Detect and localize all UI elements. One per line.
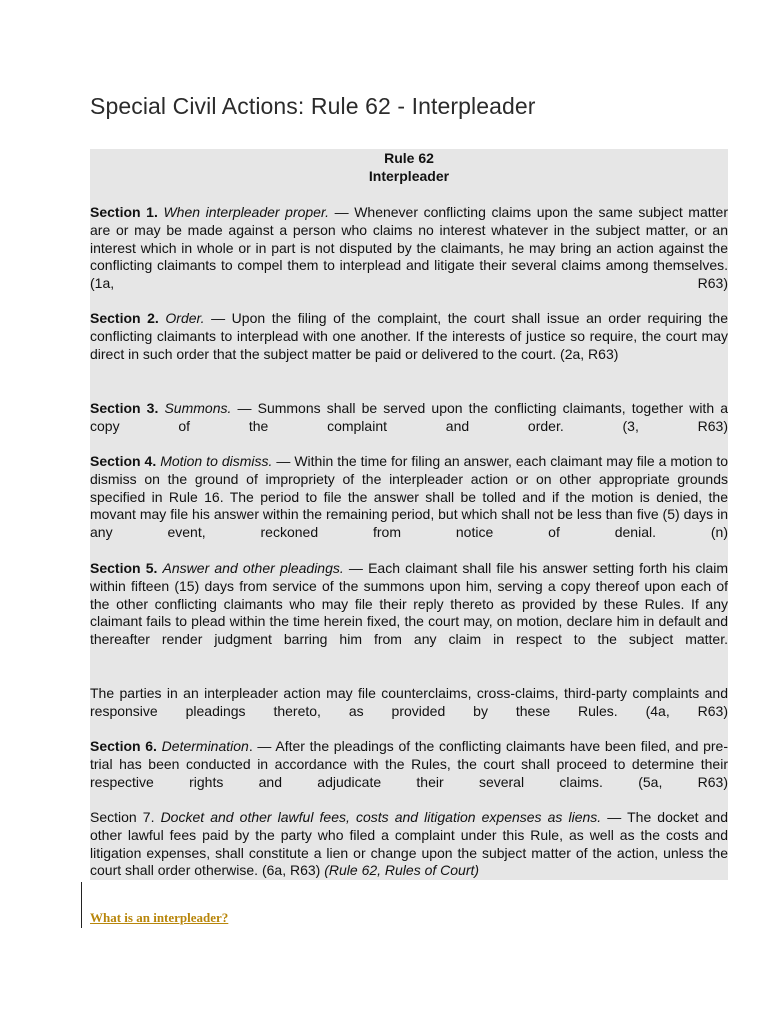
rule-number: Rule 62 (384, 150, 434, 166)
section-label: Section 6. (90, 738, 157, 754)
section-body: — The docket and other lawful fees paid by the party who filed a complaint under this Rule, as well as the costs and litigation expenses, shall constitute a lien or change upon the subject matter of the action, unless the court shall order otherwise. (6a, R63) (90, 809, 729, 879)
section-6 (90, 738, 728, 791)
section-3 (90, 400, 728, 436)
section-label: Section 5. (90, 560, 158, 576)
section-title: Order. (165, 310, 205, 326)
what-is-interpleader-link[interactable]: What is an interpleader? (90, 910, 229, 925)
section-4 (90, 453, 728, 542)
section-title: When interpleader proper. (163, 204, 329, 220)
rule-name: Interpleader (368, 168, 450, 184)
section-7 (90, 809, 728, 880)
section-body: — Each claimant shall file his answer setting forth his claim within fifteen (15) days from service of the summons upon him, serving a copy thereof upon each of the other conflicting claimants who may file their reply thereto as provided by these Rules. If any claimant fails to plead within the time herein fixed, the court may, on motion, declare him in default and thereafter render judgment barring him from any claim in respect to the subject matter. (90, 560, 728, 648)
section-label: Section 2. (90, 310, 159, 326)
section-body: — Summons shall be served upon the conflicting claimants, together with a copy of the complaint and order. (3, R63) (90, 400, 728, 434)
section-label: Section 4. (90, 453, 157, 469)
page-title: Special Civil Actions: Rule 62 - Interpleader (90, 93, 536, 119)
section-1 (90, 204, 728, 293)
section-body: — Within the time for filing an answer, each claimant may file a motion to dismiss on the ground of impropriety of the interpleader action or on other appropriate grounds specified in Rule 16. The period to file the answer shall be tolled and if the motion is denied, the movant may file his answer within the remaining period, but which shall not be less than five (5) days in any event, reckoned from notice of denial. (n) (90, 453, 728, 541)
section-5 (90, 560, 728, 649)
section-title: Determination (161, 738, 249, 754)
section-label: Section 1. (90, 204, 158, 220)
section-title: Answer and other pleadings. (162, 560, 344, 576)
section-body: — Whenever conflicting claims upon the same subject matter are or may be made against a person who claims no interest whatever in the subject matter, or an interest which in whole or in part is not disputed by the claimants, he may bring an action against the conflicting claimants to compel them to interplead and litigate their several claims among themselves. (1a, R63) (90, 204, 728, 292)
rule-text-box (90, 149, 728, 880)
text-cursor (81, 882, 82, 928)
section-citation: (Rule 62, Rules of Court) (324, 862, 480, 879)
section-2 (90, 310, 728, 363)
section-title: Motion to dismiss. (160, 453, 273, 469)
section-label: Section 3. (90, 400, 159, 416)
section-body: — Upon the filing of the complaint, the court shall issue an order requiring the conflicting claimants to interplead with one another. If the interests of justice so require, the court may direct in such order that the subject matter be paid or delivered to the court. (2a, R63) (90, 310, 728, 362)
section-label: Section 7. (90, 809, 155, 825)
section-5-continuation (90, 685, 728, 721)
section-title: Summons. (164, 400, 232, 416)
section-title: Docket and other lawful fees, costs and litigation expenses as liens. (160, 809, 602, 825)
section-body: . — After the pleadings of the conflicting claimants have been filed, and pre-trial has been conducted in accordance with the Rules, the court shall proceed to determine their respective rights and adjudicate their several claims. (5a, R63) (90, 738, 728, 790)
section-body: The parties in an interpleader action may file counterclaims, cross-claims, third-party complaints and responsive pleadings thereto, as provided by these Rules. (4a, R63) (90, 685, 728, 719)
